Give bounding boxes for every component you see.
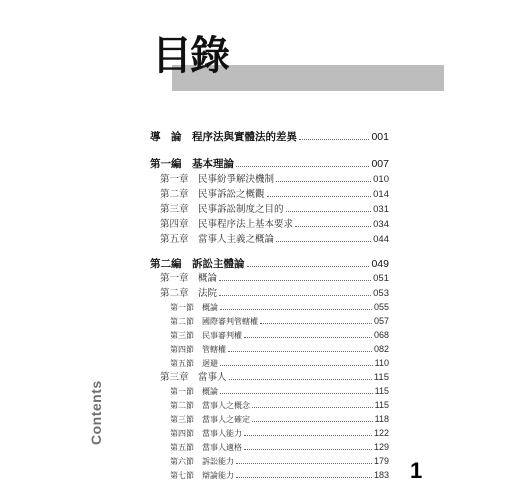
toc-entry-page: 115 <box>373 372 389 383</box>
dot-leader <box>219 270 371 281</box>
toc-entry-label: 第七節 辯論能力 <box>170 471 234 480</box>
toc-entry-label: 第一章 概論 <box>160 273 218 284</box>
toc-entry <box>160 186 389 200</box>
dot-leader <box>229 369 372 380</box>
dot-leader <box>220 355 373 366</box>
toc-entry <box>160 231 389 245</box>
dot-leader <box>276 231 371 242</box>
toc-entry <box>170 355 389 369</box>
dot-leader <box>252 397 373 408</box>
toc-entry-page: 129 <box>373 442 389 452</box>
toc-entry-label: 第六節 訴訟能力 <box>170 457 234 466</box>
toc-entry-label: 第五章 當事人主義之概論 <box>160 234 275 245</box>
toc-entry-page: 082 <box>373 344 389 354</box>
toc-entry-page: 044 <box>373 234 389 245</box>
toc-entry-page: 068 <box>373 330 389 340</box>
toc-entry-label: 第二節 國際審判管轄權 <box>170 317 258 326</box>
dot-leader <box>228 341 372 352</box>
dot-leader <box>236 453 372 464</box>
toc-entry-label: 第二章 民事訴訟之概觀 <box>160 189 265 200</box>
toc-entry <box>170 411 389 425</box>
toc-entry <box>160 216 389 230</box>
toc-entry-label: 第一章 民事紛爭解決機制 <box>160 174 275 185</box>
toc-entry-page: 031 <box>373 204 389 215</box>
toc-entry <box>170 383 389 397</box>
dot-leader <box>219 285 371 296</box>
toc-entry <box>170 425 389 439</box>
toc-entry <box>160 270 389 284</box>
page-title: 目錄 <box>152 32 228 79</box>
dot-leader <box>286 201 372 212</box>
toc-entry-page: 179 <box>373 456 389 466</box>
toc-entry-page: 118 <box>374 414 389 424</box>
toc-entry <box>170 341 389 355</box>
dot-leader <box>244 425 372 436</box>
toc-entry-label: 第四節 管轄權 <box>170 345 226 354</box>
dot-leader <box>236 467 372 478</box>
dot-leader <box>295 216 371 227</box>
toc-entry-page: 053 <box>373 288 389 299</box>
toc-entry-page: 055 <box>373 302 389 312</box>
dot-leader <box>220 383 373 394</box>
toc-entry-label: 第五節 迴避 <box>170 359 218 368</box>
toc-entry <box>170 467 389 481</box>
toc-entry-page: 001 <box>371 131 389 143</box>
toc-entry <box>150 156 389 170</box>
toc-entry <box>170 453 389 467</box>
toc-entry-label: 第三章 民事訴訟制度之目的 <box>160 204 284 215</box>
dot-leader <box>247 256 370 267</box>
toc-entry-label: 第四章 民事程序法上基本要求 <box>160 219 294 230</box>
toc-entry-page: 115 <box>374 400 389 410</box>
toc-entry <box>160 171 389 185</box>
dot-leader <box>236 156 369 167</box>
dot-leader <box>299 129 369 140</box>
toc-entry-page: 034 <box>373 219 389 230</box>
dot-leader <box>220 299 372 310</box>
toc-entry <box>170 439 389 453</box>
toc-entry-label: 第二章 法院 <box>160 288 218 299</box>
toc-entry-page: 007 <box>371 158 389 170</box>
toc-entry-page: 051 <box>373 273 389 284</box>
dot-leader <box>260 313 372 324</box>
toc-entry <box>160 369 389 383</box>
toc-entry-label: 導 論 程序法與實體法的差異 <box>150 131 297 143</box>
toc-entry <box>150 129 389 143</box>
toc-entry-label: 第三章 當事人 <box>160 372 227 383</box>
toc-entry-label: 第一編 基本理論 <box>150 158 234 170</box>
toc-entry <box>170 327 389 341</box>
dot-leader <box>244 439 372 450</box>
toc-entry <box>150 256 389 270</box>
toc-entry-page: 049 <box>371 258 389 270</box>
toc-entry-page: 014 <box>373 189 389 200</box>
toc-entry-label: 第三節 當事人之確定 <box>170 415 250 424</box>
toc-entry-page: 183 <box>373 470 389 480</box>
toc-entry <box>170 299 389 313</box>
toc-entry-page: 122 <box>373 428 389 438</box>
toc-entry <box>170 313 389 327</box>
toc-entry <box>160 201 389 215</box>
toc-entry-label: 第一節 概論 <box>170 387 218 396</box>
dot-leader <box>276 171 371 182</box>
dot-leader <box>252 411 373 422</box>
toc-entry <box>160 285 389 299</box>
toc-entry-page: 057 <box>373 316 389 326</box>
toc-entry-label: 第四節 當事人能力 <box>170 429 242 438</box>
toc-entry-label: 第二節 當事人之概念 <box>170 401 250 410</box>
toc-entry-label: 第一節 概論 <box>170 303 218 312</box>
toc-entry-page: 115 <box>374 386 389 396</box>
page-number: 1 <box>410 458 423 483</box>
toc-entry-page: 110 <box>374 358 389 368</box>
dot-leader <box>267 186 372 197</box>
toc-entry-page: 010 <box>373 174 389 185</box>
toc-entry-label: 第五節 當事人適格 <box>170 443 242 452</box>
toc-entry <box>170 397 389 411</box>
toc-entry-label: 第二編 訴訟主體論 <box>150 258 245 270</box>
side-label: Contents <box>88 380 104 445</box>
dot-leader <box>244 327 372 338</box>
toc-entry-label: 第三節 民事審判權 <box>170 331 242 340</box>
